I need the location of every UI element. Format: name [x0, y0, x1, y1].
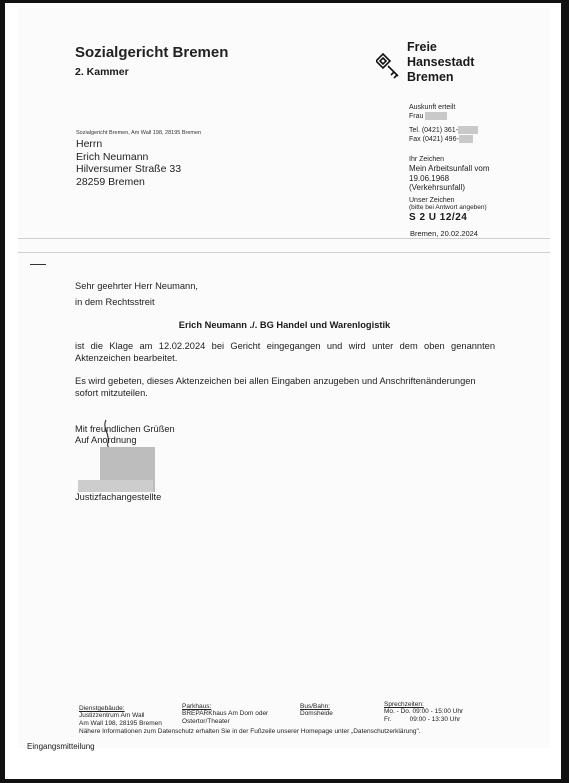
footer-hours-label: Sprechzeiten: [384, 701, 424, 708]
your-ref-line: (Verkehrsunfall) [409, 183, 466, 192]
redacted-phone [458, 126, 478, 134]
fax-label: Fax (0421) 496- [409, 136, 459, 143]
footer-line: Mo. - Do. 09:00 - 15:00 Uhr [384, 708, 464, 715]
letter-date: Bremen, 20.02.2024 [410, 229, 478, 238]
recipient-address [76, 138, 181, 188]
info-label: Auskunft erteilt [409, 104, 456, 111]
footer-parking-label: Parkhaus: [182, 703, 212, 710]
state-name [407, 40, 474, 85]
recipient-city: 28259 Bremen [76, 175, 145, 188]
footer-line: Am Wall 198, 28195 Bremen [79, 720, 162, 727]
footer-line: Fr. 09:00 - 13:30 Uhr [384, 716, 461, 723]
paragraph-request: Es wird gebeten, dieses Aktenzeichen bei allen Eingaben anzugeben und Anschriftenänderungen sofort mitzuteilen. [75, 376, 476, 398]
fold-line [18, 252, 550, 253]
state-line: Freie [407, 40, 437, 54]
return-address: Sozialgericht Bremen, Am Wall 198, 28195 Bremen [76, 130, 202, 136]
footer-line: BREPARKhaus Am Dom oder [182, 710, 269, 717]
your-ref-line: 19.06.1968 [409, 173, 450, 183]
case-title: Erich Neumann ./. BG Handel und Warenlogistik [178, 320, 391, 330]
recipient-salutation: Herrn [76, 138, 103, 150]
footer-line: Domsheide [300, 710, 333, 717]
fold-mark [30, 264, 46, 265]
closing: Mit freundlichen Grüßen [75, 424, 175, 434]
info-person [409, 112, 447, 121]
your-ref-label: Ihr Zeichen [409, 156, 445, 163]
footer-line: Ostertor/Theater [182, 718, 230, 725]
recipient-name: Erich Neumann [76, 150, 149, 163]
case-reference: S 2 U 12/24 [409, 212, 468, 223]
state-line: Bremen [407, 70, 454, 84]
info-person-label: Frau [409, 113, 424, 120]
privacy-note: Nähere Informationen zum Datenschutz erhalten Sie in der Fußzeile unserer Homepage unter „Datenschutzerklärung". [79, 728, 421, 735]
greeting: Sehr geehrter Herr Neumann, [75, 281, 198, 291]
bremen-key-crest-icon [376, 52, 400, 85]
your-ref [409, 164, 489, 193]
paragraph-filing: ist die Klage am 12.02.2024 bei Gericht eingegangen und wird unter dem oben genannten Aktenzeichen bearbeitet. [75, 341, 495, 363]
state-line: Hansestadt [407, 55, 475, 69]
signer-title: Justizfachangestellte [75, 492, 162, 502]
chamber: 2. Kammer [75, 66, 129, 78]
handwritten-annotation: Eingangsmitteilung [27, 742, 95, 751]
phone-label: Tel. (0421) 361- [409, 127, 459, 134]
fax [409, 135, 473, 144]
redacted-name [425, 112, 447, 120]
phone [409, 126, 478, 135]
footer-parking [182, 703, 268, 726]
court-name: Sozialgericht Bremen [75, 44, 229, 61]
our-ref-note: (bitte bei Antwort angeben) [409, 204, 487, 211]
redacted-fax [459, 135, 473, 143]
footer-transit-label: Bus/Bahn: [300, 703, 330, 710]
redacted-signature [78, 480, 153, 492]
intro: in dem Rechtsstreit [75, 297, 155, 307]
footer-hours [384, 701, 463, 724]
footer-building [79, 705, 162, 728]
footer-transit [300, 703, 333, 718]
footer-line: Justizzentrum Am Wall [79, 712, 145, 719]
our-ref-label: Unser Zeichen [409, 197, 455, 204]
recipient-street: Hilversumer Straße 33 [76, 163, 182, 175]
footer-building-label: Dienstgebäude: [79, 705, 125, 712]
your-ref-line: Mein Arbeitsunfall vom [409, 164, 490, 173]
fold-line [18, 238, 550, 239]
by-order: Auf Anordnung [75, 435, 137, 445]
